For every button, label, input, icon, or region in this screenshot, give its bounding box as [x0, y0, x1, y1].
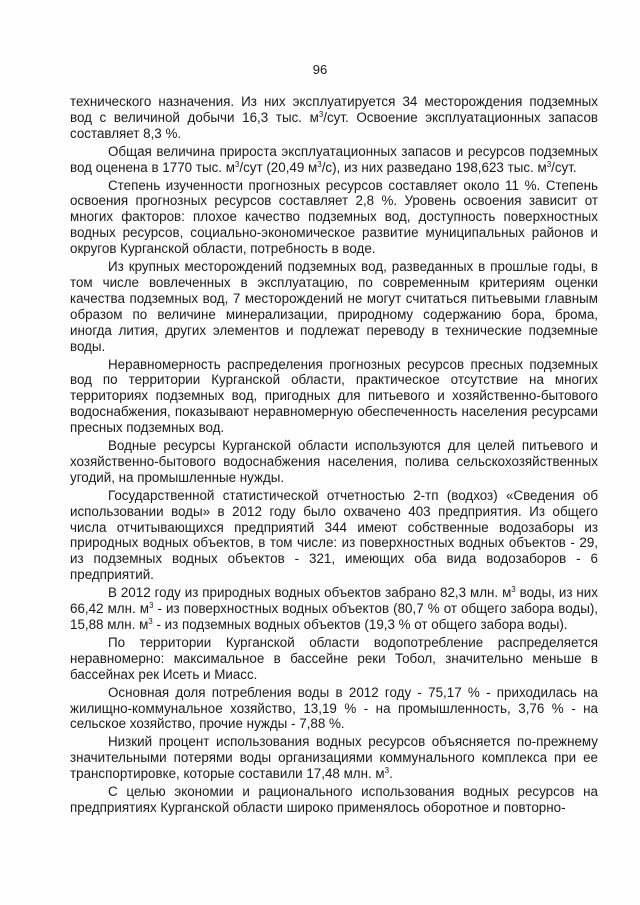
paragraph	[70, 488, 598, 583]
paragraph	[70, 178, 598, 258]
paragraph-text: технического назначения. Из них эксплуатируется 34 месторождения подземных вод с величиной добычи 16,3 тыс. м	[70, 94, 598, 125]
paragraph	[70, 94, 598, 142]
paragraph	[70, 734, 598, 782]
paragraph-text: Низкий процент использования водных ресурсов объясняется по-прежнему значительными потерями воды организациями коммунального комплекса при ее транспортировке, которые составили 17,48 млн. м	[70, 734, 598, 782]
superscript: 3	[318, 109, 324, 119]
paragraph-text: /с), из них разведано 198,623 тыс. м	[321, 159, 547, 175]
paragraph-text: Основная доля потребления воды в 2012 году - 75,17 % - приходилась на жилищно-коммунальное хозяйство, 13,19 % - на промышленность, 3,76 % - на сельское хозяйство, прочие нужды - 7,88 %.	[70, 684, 598, 732]
paragraph-text: В 2012 году из природных водных объектов забрано 82,3 млн. м	[108, 585, 512, 601]
paragraph-text: воды, из них 66,42 млн. м	[70, 585, 598, 617]
paragraph-text: Общая величина прироста эксплуатационных запасов и ресурсов подземных вод оценена в 1770 тыс. м	[70, 143, 598, 175]
paragraph-text: - из подземных водных объектов (19,3 % от общего забора воды).	[152, 617, 568, 632]
paragraph	[70, 357, 598, 437]
superscript: 3	[149, 601, 154, 611]
paragraph-text: Государственной статистической отчетностью 2-тп (водхоз) «Сведения об использовании воды» в 2012 году было охвачено 403 предприятия. Из общего числа отчитывающихся предприятий 344 имеют собственные водозаборы из природных водных объектов, в том числе: из поверхностных водных объектов - 29, из подземных водных объектов - 321, имеющих оба вида водозаборов - 6 предприятий.	[70, 487, 598, 583]
document-body	[70, 94, 598, 818]
paragraph-text: /сут. Освоение эксплуатационных запасов составляет 8,3 %.	[70, 109, 599, 141]
paragraph-text: /сут (20,49 м	[239, 159, 318, 175]
superscript: 3	[546, 159, 552, 169]
paragraph	[70, 259, 598, 354]
superscript: 3	[317, 159, 322, 169]
paragraph-text: /сут.	[551, 159, 577, 175]
paragraph-text: С целью экономии и рационального использования водных ресурсов на предприятиях Курганской области широко применялось оборотное и повторно-	[70, 784, 598, 815]
paragraph-text: По территории Курганской области водопотребление распределяется неравномерно: максимальное в бассейне реки Тобол, значительно меньше в бассейнах рек Исеть и Миасс.	[70, 634, 598, 682]
paragraph-text: Водные ресурсы Курганской области используются для целей питьевого и хозяйственно-бытового водоснабжения населения, полива сельскохозяйственных угодий, на промышленные нужды.	[70, 438, 598, 485]
paragraph	[70, 635, 598, 683]
paragraph	[70, 784, 598, 816]
paragraph-text: - из поверхностных водных объектов (80,7 % от общего забора воды), 15,88 млн. м	[70, 601, 598, 632]
paragraph	[70, 585, 598, 633]
paragraph-text: Из крупных месторождений подземных вод, разведанных в прошлые годы, в том числе вовлеченных в эксплуатацию, по современным критериям оценки качества подземных вод, 7 месторождений не могут считаться питьевыми главным образом по величине минерализации, природному содержанию бора, брома, иногда лития, других элементов и подлежат переводу в технические подземные воды.	[70, 259, 598, 354]
page-number: 96	[312, 62, 328, 77]
paragraph-text: Неравномерность распределения прогнозных ресурсов пресных подземных вод по территории Курганской области, практическое отсутствие на многих территориях подземных вод, пригодных для питьевого и хозяйственно-бытового водоснабжения, показывают неравномерную обеспеченность населения ресурсами пресных подземных вод.	[70, 356, 598, 436]
superscript: 3	[384, 766, 390, 776]
paragraph	[70, 144, 598, 176]
paragraph-text: Степень изученности прогнозных ресурсов составляет около 11 %. Степень освоения прогнозных ресурсов составляет 2,8 %. Уровень освоения зависит от многих факторов: плохое качество подземных вод, доступность поверхностных водных ресурсов, социально-экономическое развитие муниципальных районов и округов Курганской области, потребность в воде.	[70, 177, 598, 257]
paragraph	[70, 685, 598, 733]
paragraph	[70, 438, 598, 486]
paragraph-text: .	[389, 766, 393, 782]
superscript: 3	[234, 159, 240, 169]
superscript: 3	[511, 585, 516, 595]
superscript: 3	[148, 617, 153, 626]
